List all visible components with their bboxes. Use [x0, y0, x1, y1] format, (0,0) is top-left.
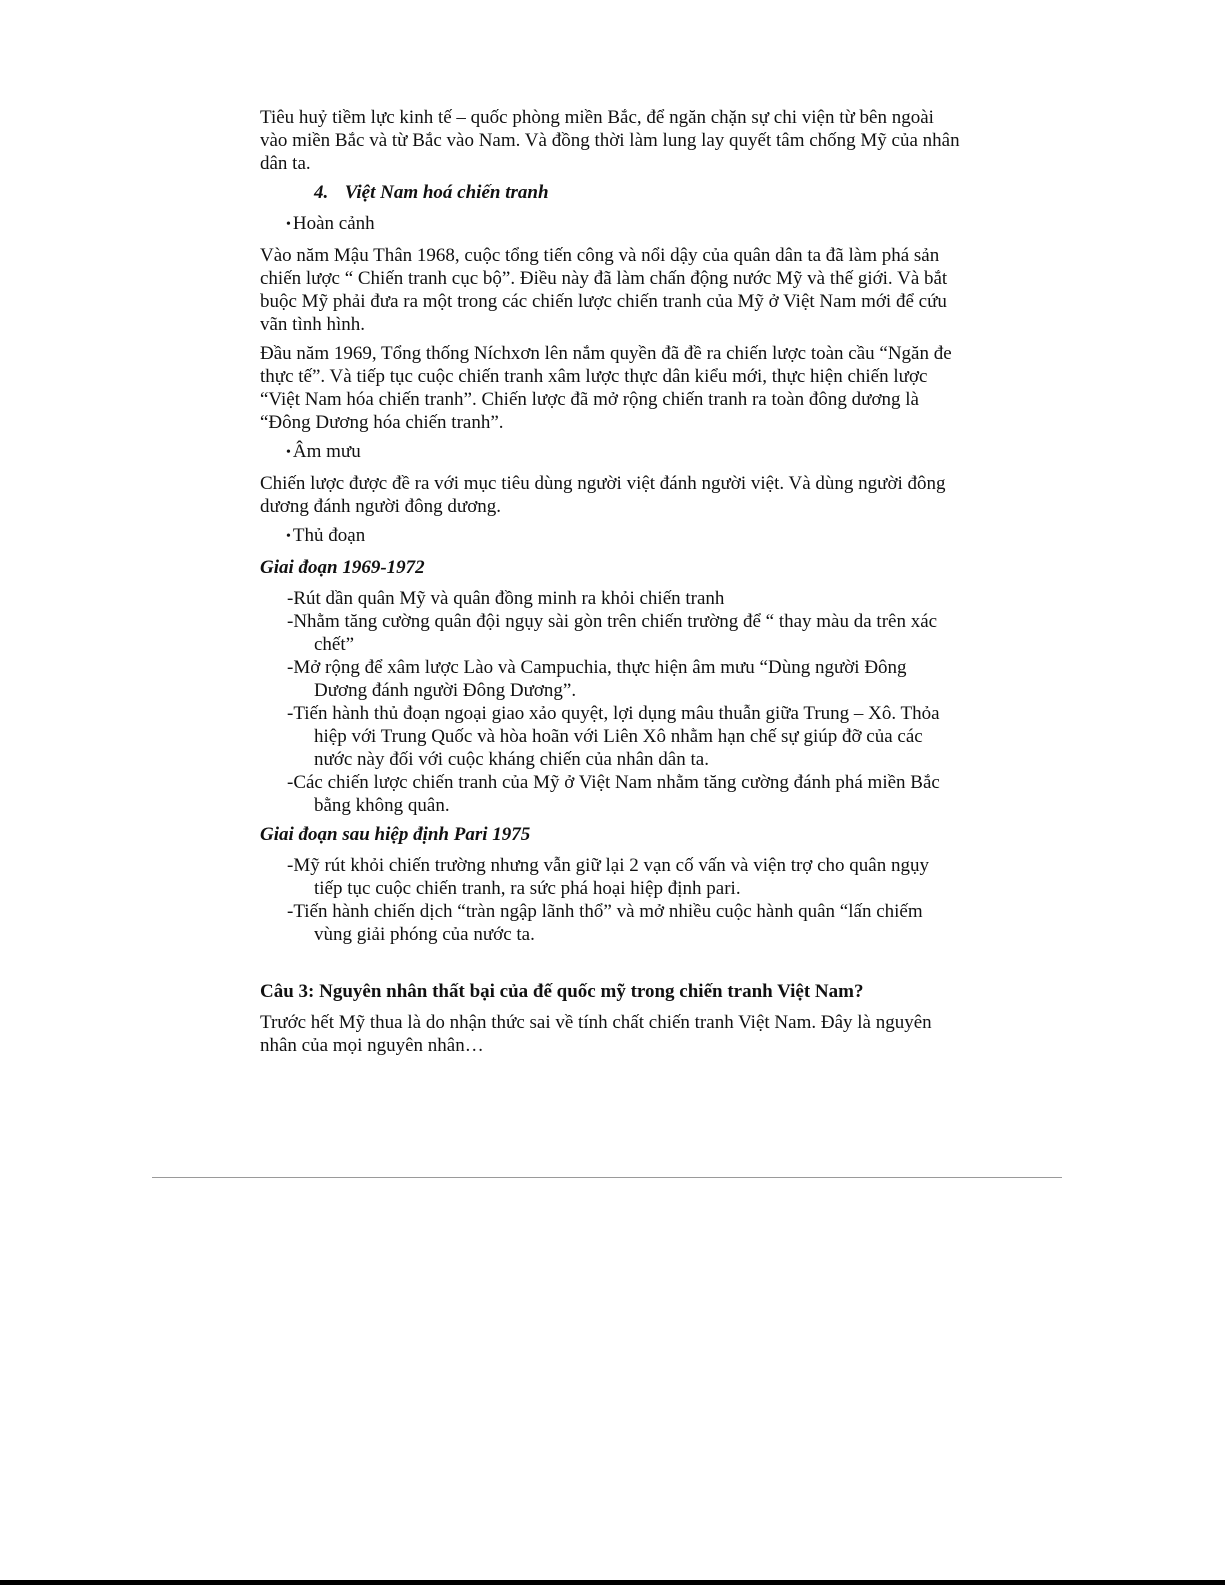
bullet-label: Âm mưu — [292, 441, 361, 462]
list-item: -Mở rộng để xâm lược Lào và Campuchia, thực hiện âm mưu “Dùng người Đông Dương đánh người Đông Dương”. — [287, 657, 907, 701]
bullet-label: Thủ đoạn — [292, 525, 366, 546]
bullet-icon: • — [286, 445, 291, 460]
list-item: -Các chiến lược chiến tranh của Mỹ ở Việt Nam nhằm tăng cường đánh phá miền Bắc bằng không quân. — [287, 772, 940, 816]
list-item: -Tiến hành thủ đoạn ngoại giao xảo quyệt, lợi dụng mâu thuẫn giữa Trung – Xô. Thỏa hiệp với Trung Quốc và hòa hoãn với Liên Xô nhằm hạn chế sự giúp đỡ của các nước này đối với cuộc kháng chiến của nhân dân ta. — [287, 703, 940, 770]
page-divider — [152, 1177, 1062, 1178]
bullet-label: Hoàn cảnh — [292, 213, 375, 234]
phase-2-title: Giai đoạn sau hiệp định Pari 1975 — [260, 824, 531, 845]
list-item: -Mỹ rút khỏi chiến trường nhưng vẫn giữ lại 2 vạn cố vấn và viện trợ cho quân ngụy tiếp tục cuộc chiến tranh, ra sức phá hoại hiệp định pari. — [287, 855, 929, 899]
am-muu-paragraph: Chiến lược được đề ra với mục tiêu dùng người việt đánh người việt. Và dùng người đông dương đánh người đông dương. — [260, 473, 946, 517]
phase-2-list — [260, 854, 960, 946]
hoan-canh-paragraph-1: Vào năm Mậu Thân 1968, cuộc tổng tiến công và nổi dậy của quân dân ta đã làm phá sản chiến lược “ Chiến tranh cục bộ”. Điều này đã làm chấn động nước Mỹ và thế giới. Và bắt buộc Mỹ phải đưa ra một trong các chiến lược chiến tranh của Mỹ ở Việt Nam mới để cứu vãn tình hình. — [260, 245, 948, 335]
list-item: -Nhằm tăng cường quân đội ngụy sài gòn trên chiến trường để “ thay màu da trên xác chết” — [287, 611, 938, 655]
bullet-am-muu — [286, 440, 960, 464]
intro-paragraph: Tiêu huỷ tiềm lực kinh tế – quốc phòng miền Bắc, để ngăn chặn sự chi viện từ bên ngoài vào miền Bắc và từ Bắc vào Nam. Và đồng thời làm lung lay quyết tâm chống Mỹ của nhân dân ta. — [260, 107, 960, 174]
section-number: 4. — [314, 182, 329, 203]
phase-1-title: Giai đoạn 1969-1972 — [260, 557, 425, 578]
spacer — [260, 952, 960, 980]
question-3-heading: Câu 3: Nguyên nhân thất bại của đế quốc mỹ trong chiến tranh Việt Nam? — [260, 981, 864, 1002]
question-3-paragraph: Trước hết Mỹ thua là do nhận thức sai về tính chất chiến tranh Việt Nam. Đây là nguyên nhân của mọi nguyên nhân… — [260, 1012, 932, 1056]
list-item: -Tiến hành chiến dịch “tràn ngập lãnh thổ” và mở nhiều cuộc hành quân “lấn chiếm vùng giải phóng của nước ta. — [287, 901, 923, 945]
bullet-hoan-canh — [286, 212, 960, 236]
list-item: -Rút dần quân Mỹ và quân đồng minh ra khỏi chiến tranh — [287, 588, 725, 609]
section-heading-4 — [314, 181, 960, 204]
hoan-canh-paragraph-2: Đầu năm 1969, Tổng thống Níchxơn lên nắm quyền đã đề ra chiến lược toàn cầu “Ngăn đe thực tế”. Và tiếp tục cuộc chiến tranh xâm lược thực dân kiểu mới, thực hiện chiến lược “Việt Nam hóa chiến tranh”. Chiến lược đã mở rộng chiến tranh ra toàn đông dương là “Đông Dương hóa chiến tranh”. — [260, 343, 952, 433]
bullet-icon: • — [286, 217, 291, 232]
bullet-icon: • — [286, 529, 291, 544]
bullet-thu-doan — [286, 524, 960, 548]
section-title: Việt Nam hoá chiến tranh — [344, 182, 549, 203]
phase-1-list — [260, 587, 960, 817]
page-content — [260, 106, 960, 1063]
bottom-border — [0, 1580, 1225, 1585]
